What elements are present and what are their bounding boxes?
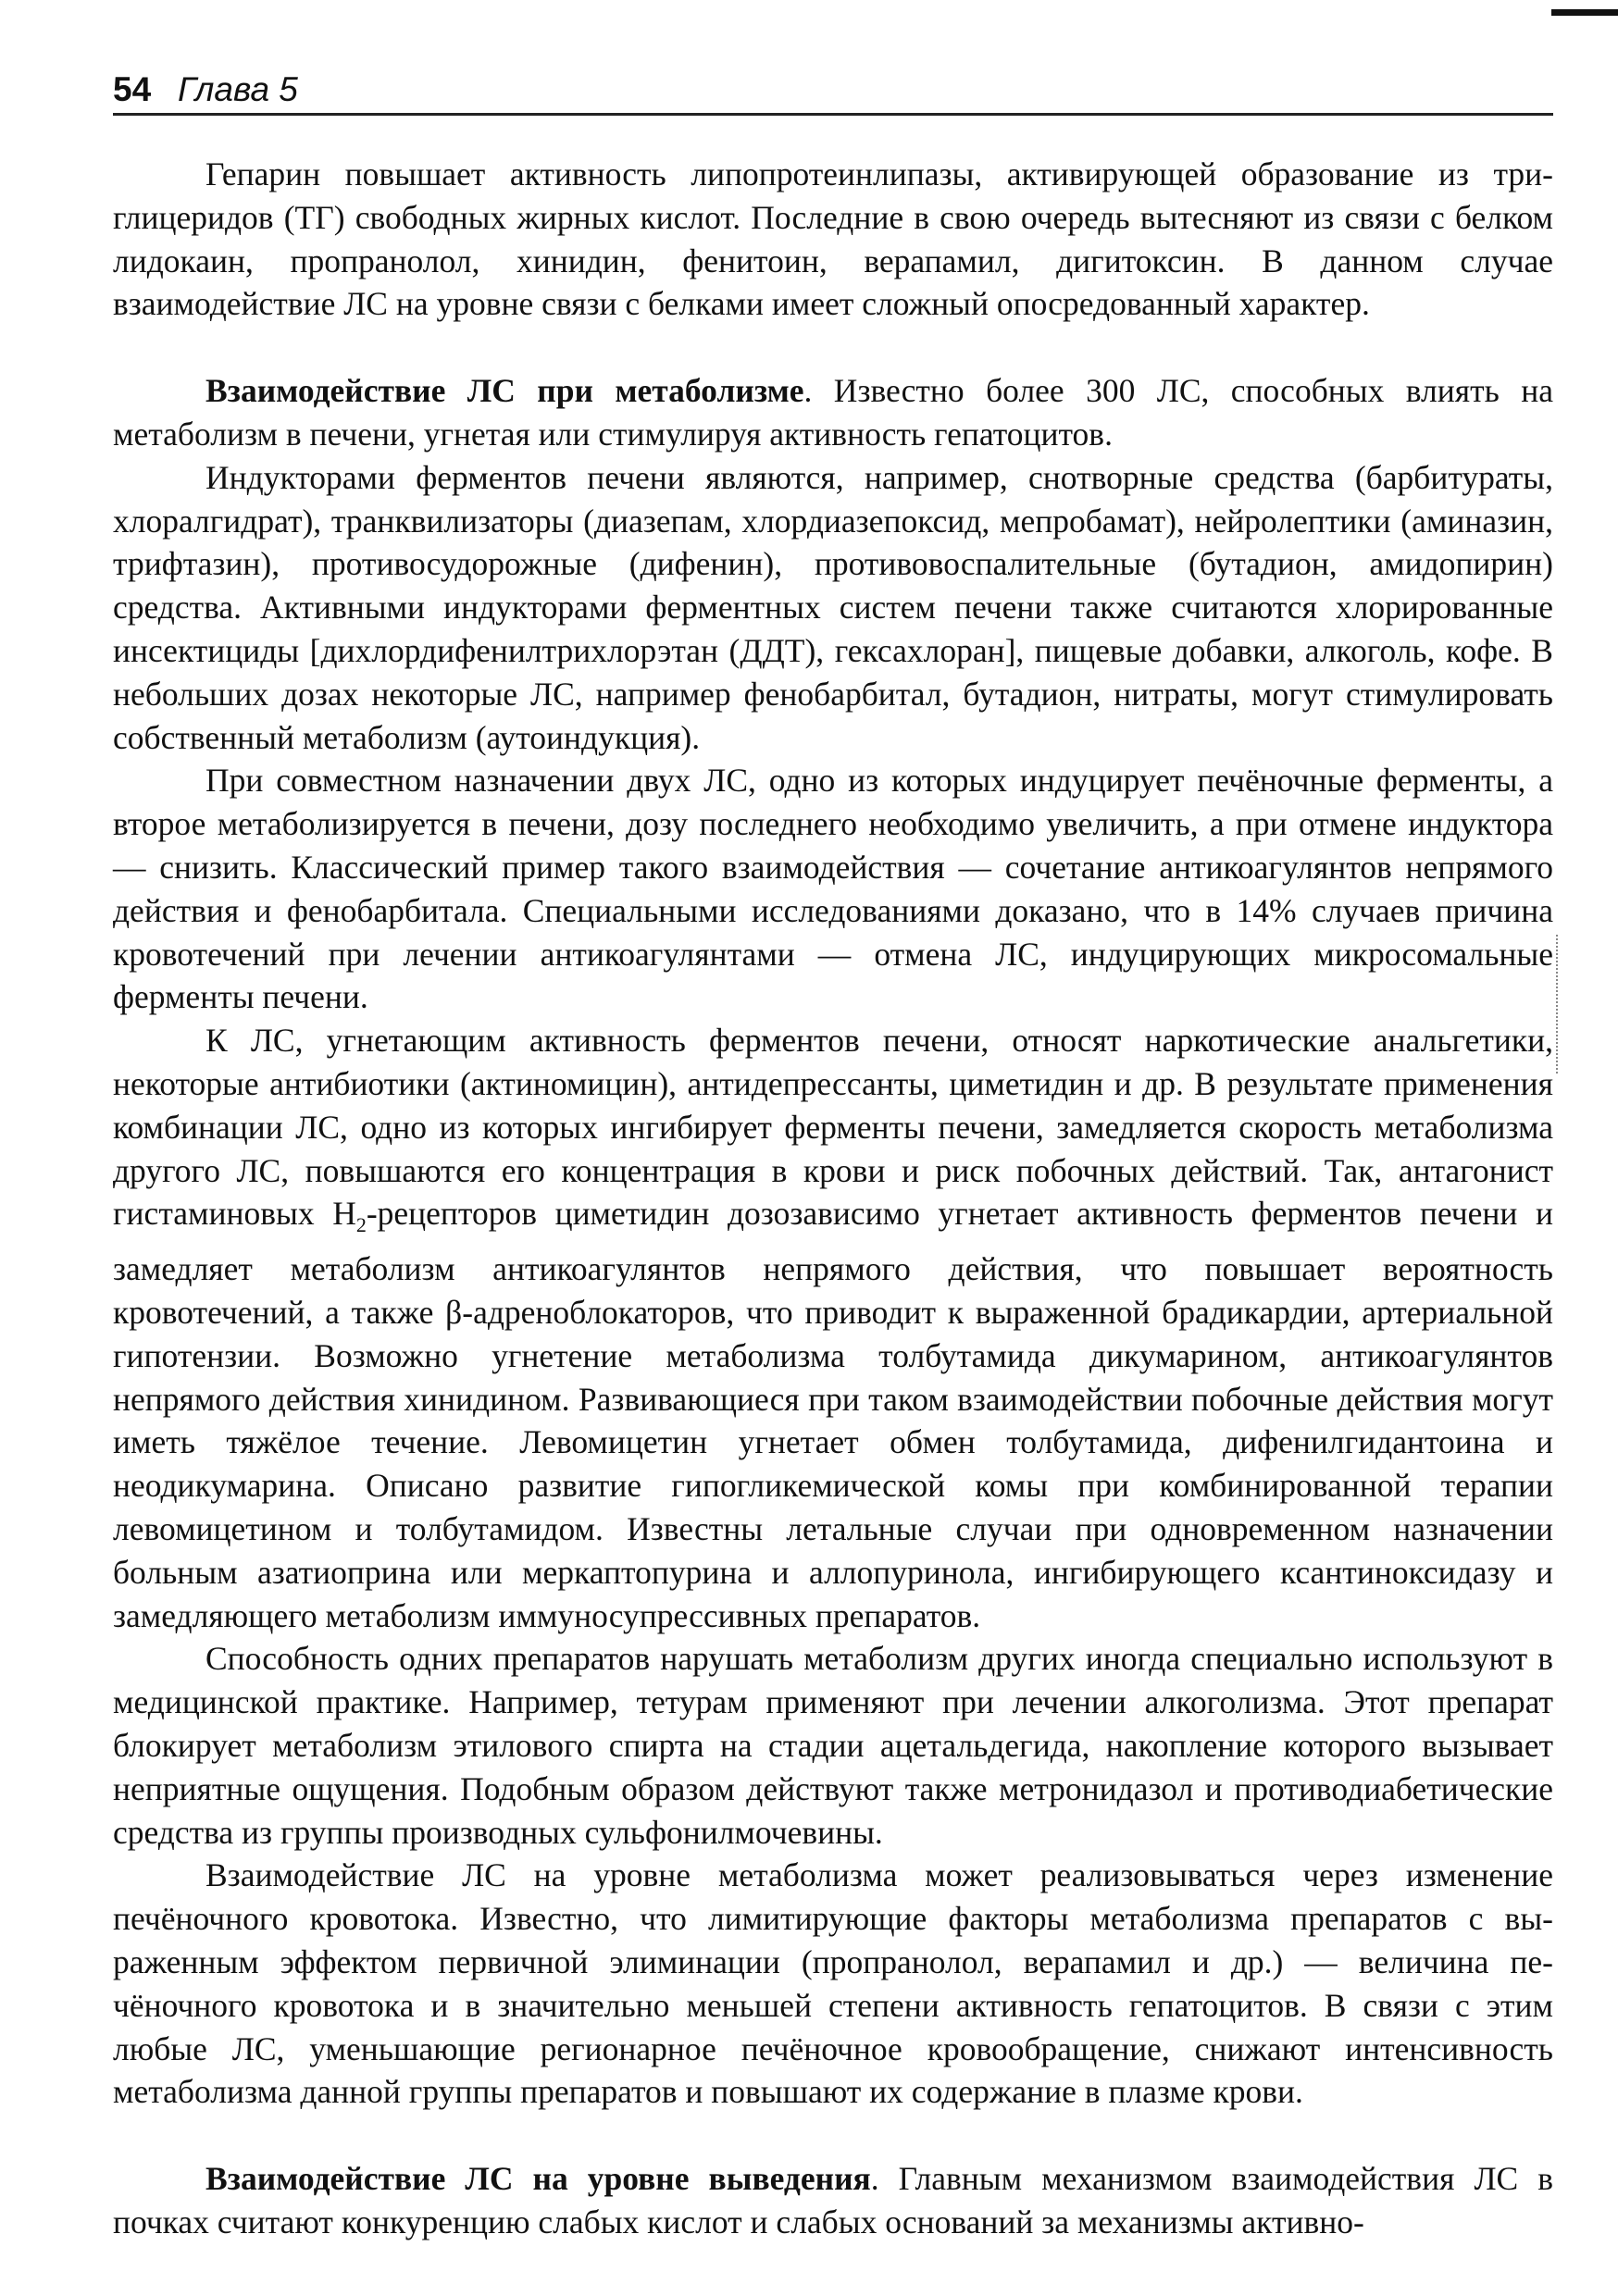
page-corner-mark — [1551, 9, 1618, 16]
paragraph-inhibitors — [113, 1019, 1553, 1637]
section-heading-metabolism: Взаимодействие ЛС при метаболизме — [205, 372, 804, 410]
scan-edge-artifact — [1556, 935, 1561, 1074]
paragraph-blood-flow: Взаимодействие ЛС на уровне метаболизма может реализовываться через изменение печёночного кровотока. Известно, что лимитирующие факторы метаболизма препаратов с выраженным эффектом первичной элиминации (пропранолол, верапамил и др.) — величина печёночного кровотока и в значительно меньшей степени активность гепатоцитов. В связи с этим любые ЛС, уменьшающие регионарное печёночное кровообращение, снижают интенсивность метаболизма данной группы препаратов и повышают их содержание в плазме крови. — [113, 1856, 1553, 2111]
paragraph-text: . Главным механизмом взаимодействия ЛС в почках считают конкуренцию слабых кислот и слабых оснований за механизмы активно- — [113, 2160, 1554, 2240]
page-header — [113, 67, 1553, 116]
section-heading-excretion: Взаимодействие ЛС на уровне выведения — [205, 2160, 871, 2198]
paragraph-metabolism-intro — [113, 369, 1553, 456]
subscript: 2 — [355, 1213, 367, 1237]
paragraph-text: К ЛС, угнетающим активность ферментов печени, относят наркотические анальгетики, некоторые антибиотики (актиномицин), антидепрессанты, циметидин и др. В результате применения комбинации ЛС, одно из которых ингибирует ферменты печени, замедляется скорость метаболизма другого ЛС, повышаются его концентрация в крови и риск побочных действий. Так, антагонист гистаминовых H — [113, 1022, 1553, 1233]
paragraph-inductors: Индукторами ферментов печени являются, например, снотворные средства (барбитураты, хлоралгидрат), транквилизаторы (диазепам, хлордиазепоксид, мепробамат), нейролептики (аминазин, трифтазин), противосудорожные (дифенин), противовоспалительные (бутадион, амидопирин) средства. Активными индукторами ферментных систем печени также считаются хлорированные инсектициды [дихлордифенилтрихлорэтан (ДДТ), гексахлоран], пищевые добавки, алкоголь, кофе. В небольших дозах некоторые ЛС, например фенобарбитал, бутадион, нитраты, могут стимулировать собственный метаболизм (аутоиндукция). — [113, 458, 1553, 756]
paragraph-heparin: Гепарин повышает активность липопротеинлипазы, активирующей образование из триглицеридов (ТГ) свободных жирных кислот. Последние в свою очередь вытесняют из связи с белком лидокаин, пропранолол, хинидин, фенитоин, верапамил, дигитоксин. В данном случае взаимодействие ЛС на уровне связи с белками имеет сложный опосредованный характер. — [113, 155, 1553, 323]
paragraph-text: . Известно более 300 ЛС, способных влиять на метаболизм в печени, угнетая или стимулируя активность гепатоцитов. — [113, 372, 1553, 453]
paragraph-text: -рецепторов циметидин дозозависимо угнетает активность ферментов печени и замедляет метаболизм антикоагулянтов непрямого действия, что повышает вероятность кровотечений, а также β-адреноблокаторов, что приводит к выраженной брадикардии, артериальной гипотензии. Возможно угнетение метаболизма толбутамида дикумарином, антикоагулянтов непрямого действия хинидином. Развивающиеся при таком взаимодействии побочные действия могут иметь тяжёлое течение. Левомицетин угнетает обмен толбутамида, дифенилгидантоина и неодикумарина. Описано развитие гипогликемической комы при комбинированной терапии левомицетином и толбутамидом. Известны летальные случаи при одновременном назначении больным азатиоприна или меркаптопурина и аллопуринола, ингибирующего ксантиноксидазу и замедляющего метаболизм иммуносупрессивных препаратов. — [113, 1195, 1553, 1634]
paragraph-excretion-intro — [113, 2157, 1553, 2244]
chapter-title: Глава 5 — [178, 70, 298, 108]
page-body — [113, 153, 1553, 2244]
page-number: 54 — [113, 70, 152, 108]
paragraph-combined-use: При совместном назначении двух ЛС, одно из которых индуцирует печёночные ферменты, а второе метаболизируется в печени, дозу последнего необходимо увеличить, а при отмене индуктора — снизить. Классический пример такого взаимодействия — сочетание антикоагулянтов непрямого действия и фенобарбитала. Специальными исследованиями доказано, что в 14% случаев причина кровотечений при лечении антикоагулянтами — отмена ЛС, индуцирующих микросомальные ферменты печени. — [113, 762, 1553, 1016]
paragraph-medical-practice: Способность одних препаратов нарушать метаболизм других иногда специально используют в медицинской практике. Например, тетурам применяют при лечении алкоголизма. Этот препарат блокирует метаболизм этилового спирта на стадии ацетальдегида, накопление которого вызывает неприятные ощущения. Подобным образом действуют также метронидазол и противодиабетические средства из группы производных сульфонилмочевины. — [113, 1640, 1553, 1851]
